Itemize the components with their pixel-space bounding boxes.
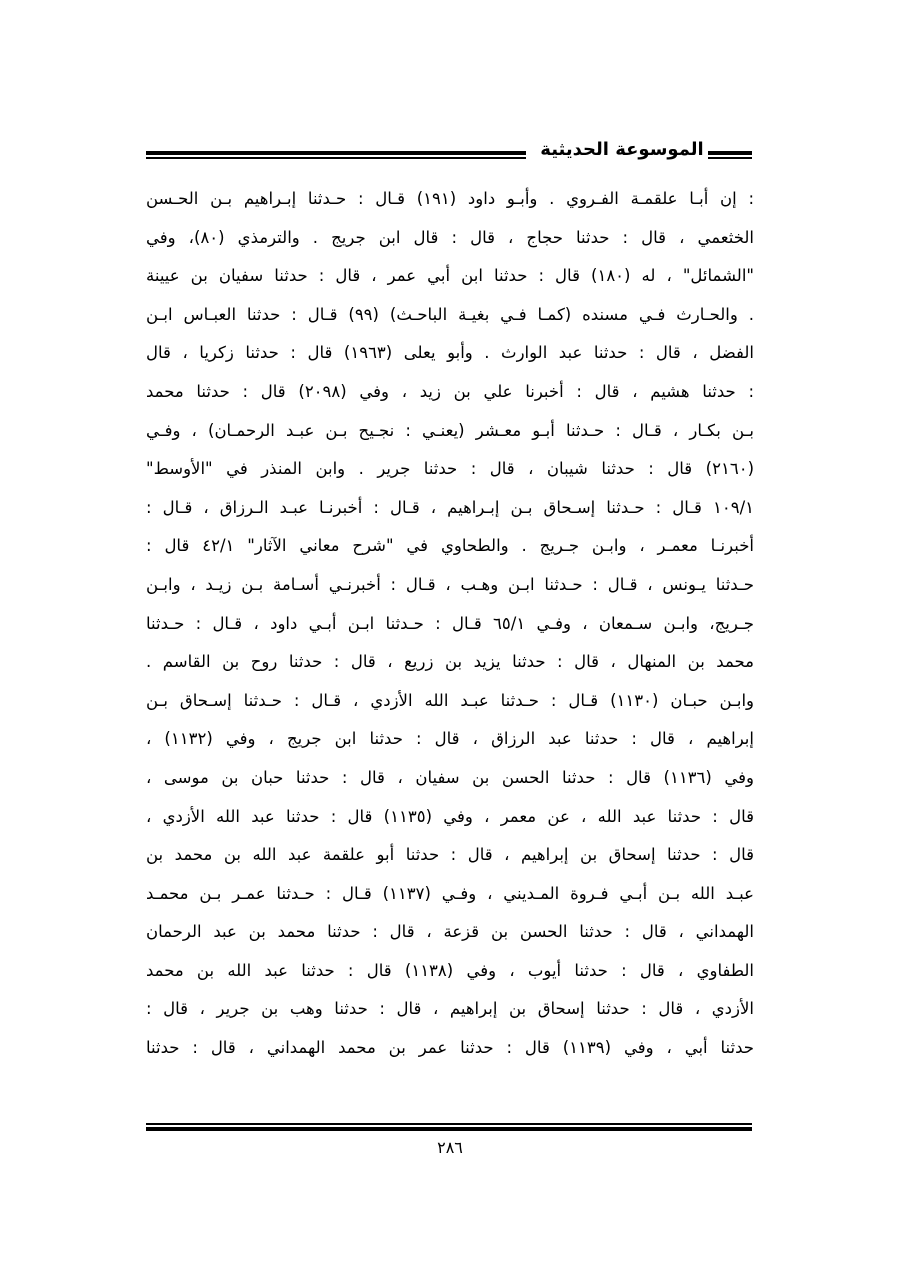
text-line: ١٠٩/١ قـال : حـدثنا إسـحاق بـن إبـراهيم ، قـال : أخبرنـا عبـد الـرزاق ، قـال : bbox=[146, 497, 754, 517]
header-rule-left bbox=[146, 151, 526, 160]
text-line: جـريج، وابـن سـمعان ، وفـي ٦٥/١ قـال : حـدثنا ابـن أبـي داود ، قـال : حـدثنا bbox=[146, 613, 754, 633]
header-rule-right bbox=[708, 151, 752, 160]
text-line: حدثنا أبي ، وفي (١١٣٩) قال : حدثنا عمر بن محمد الهمداني ، قال : حدثنا bbox=[146, 1038, 754, 1058]
text-line: عبـد الله بـن أبـي فـروة المـديني ، وفـي (١١٣٧) قـال : حـدثنا عمـر بـن محمـد bbox=[146, 883, 754, 903]
header-rule-right-thin bbox=[708, 157, 752, 159]
text-line: قال : حدثنا إسحاق بن إبراهيم ، قال : حدثنا أبو علقمة عبد الله بن محمد بن bbox=[146, 845, 754, 865]
text-line: الطفاوي ، قال : حدثنا أيوب ، وفي (١١٣٨) قال : حدثنا عبد الله بن محمد bbox=[146, 960, 754, 980]
body-text bbox=[146, 180, 754, 1068]
header-rule-right-thick bbox=[708, 151, 752, 155]
text-line: وابـن حبـان (١١٣٠) قـال : حـدثنا عبـد الله الأزدي ، قـال : حـدثنا إسـحاق بـن bbox=[146, 690, 754, 710]
text-line: : حدثنا هشيم ، قال : أخبرنا علي بن زيد ، وفي (٢٠٩٨) قال : حدثنا محمد bbox=[146, 381, 754, 401]
text-line: "الشمائل" ، له (١٨٠) قال : حدثنا ابن أبي عمر ، قال : حدثنا سفيان بن عيينة bbox=[146, 266, 754, 286]
header-title: الموسوعة الحديثية bbox=[540, 139, 704, 160]
text-line: محمد بن المنهال ، قال : حدثنا يزيد بن زريع ، قال : حدثنا روح بن القاسم . bbox=[146, 652, 754, 672]
text-line: أخبرنـا معمـر ، وابـن جـريج . والطحاوي في "شرح معاني الآثار" ٤٢/١ قال : bbox=[146, 536, 754, 556]
text-line: الأزدي ، قال : حدثنا إسحاق بن إبراهيم ، قال : حدثنا وهب بن جرير ، قال : bbox=[146, 999, 754, 1019]
text-line: الخثعمي ، قال : حدثنا حجاج ، قال : قال ابن جريج . والترمذي (٨٠)، وفي bbox=[146, 227, 754, 247]
text-line: : إن أبـا علقمـة الفـروي . وأبـو داود (١٩١) قـال : حـدثنا إبـراهيم بـن الحـسن bbox=[146, 189, 754, 208]
text-line: بـن بكـار ، قـال : حـدثنا أبـو معـشر (يعنـي : نجـيح بـن عبـد الرحمـان) ، وفـي bbox=[146, 420, 754, 440]
text-line: إبراهيم ، قال : حدثنا عبد الرزاق ، قال : حدثنا ابن جريج ، وفي (١١٣٢) ، bbox=[146, 729, 754, 749]
text-line: الهمداني ، قال : حدثنا الحسن بن قزعة ، قال : حدثنا محمد بن عبد الرحمان bbox=[146, 922, 754, 942]
text-line: . والحـارث فـي مسنده (كمـا فـي بغيـة الباحـث) (٩٩) قـال : حدثنا العبـاس ابـن bbox=[146, 304, 754, 324]
text-line: الفضل ، قال : حدثنا عبد الوارث . وأبو يعلى (١٩٦٣) قال : حدثنا زكريا ، قال bbox=[146, 343, 754, 363]
footer-rule-thick bbox=[146, 1127, 752, 1131]
text-line: قال : حدثنا عبد الله ، عن معمر ، وفي (١١٣٥) قال : حدثنا عبد الله الأزدي ، bbox=[146, 806, 754, 826]
text-line: وفي (١١٣٦) قال : حدثنا الحسن بن سفيان ، قال : حدثنا حبان بن موسى ، bbox=[146, 767, 754, 787]
running-header bbox=[146, 140, 752, 174]
text-line: (٢١٦٠) قال : حدثنا شيبان ، قال : حدثنا جرير . وابن المنذر في "الأوسط" bbox=[146, 459, 754, 479]
footer-rule bbox=[146, 1123, 752, 1131]
footer-rule-thin bbox=[146, 1123, 752, 1125]
header-rule-left-thin bbox=[146, 157, 526, 159]
text-line: حـدثنا يـونس ، قـال : حـدثنا ابـن وهـب ، قـال : أخبرنـي أسـامة بـن زيـد ، وابـن bbox=[146, 574, 754, 594]
page-number: ٢٨٦ bbox=[437, 1138, 463, 1157]
header-rule-left-thick bbox=[146, 151, 526, 155]
